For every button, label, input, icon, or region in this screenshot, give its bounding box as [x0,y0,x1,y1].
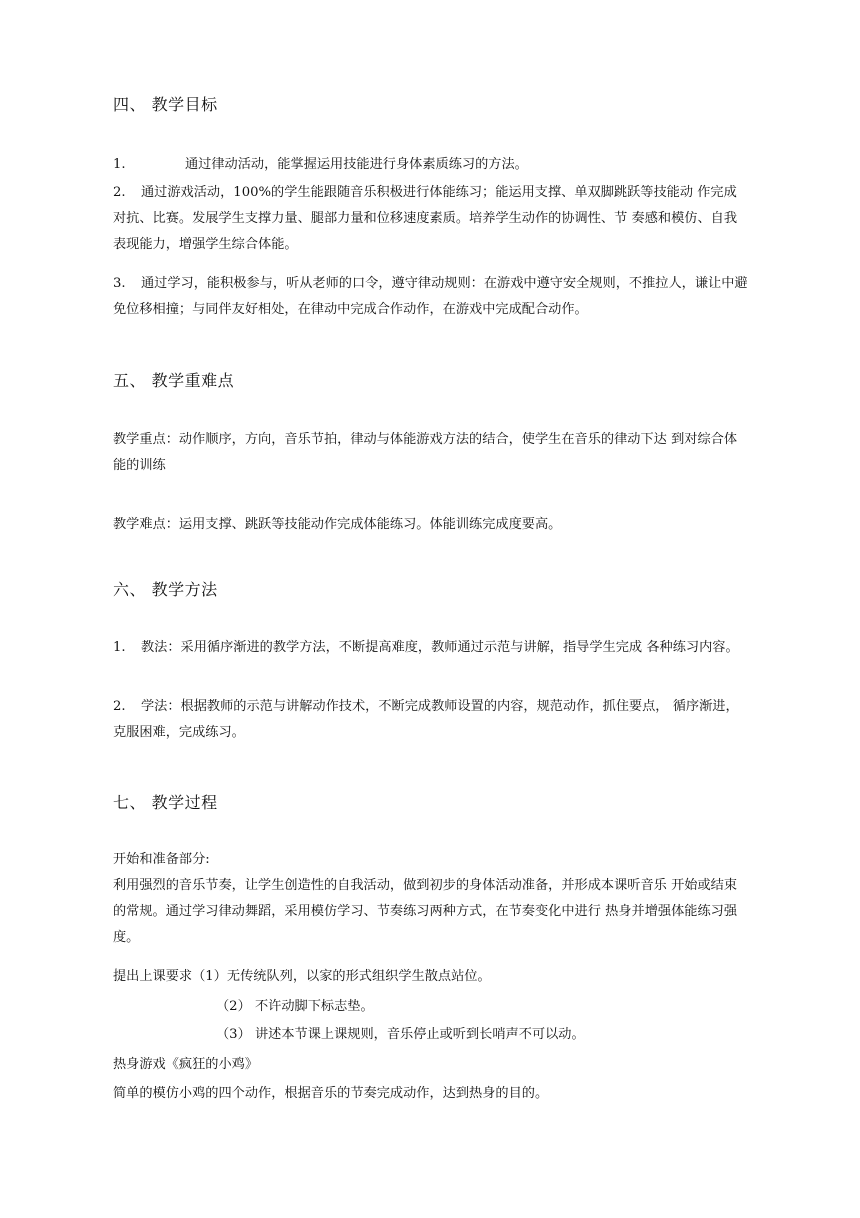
warmup-title: 热身游戏《疯狂的小鸡》 [113,1057,259,1072]
difficulty-text: 教学难点：运用支撑、跳跃等技能动作完成体能练习。体能训练完成度要高。 [113,517,562,532]
item-number: 2. [113,699,126,714]
key-point-text: 教学重点：动作顺序，方向，音乐节拍，律动与体能游戏方法的结合，使学生在音乐的律动下达 到对综合体能的训练 [113,432,738,473]
prep-title: 开始和准备部分: [113,852,210,867]
item-number: 1. [113,157,126,172]
section-heading-process: 七、 教学过程 [113,793,218,812]
item-number: 3. [113,276,126,291]
item-text: 通过游戏活动，100%的学生能跟随音乐积极进行体能练习；能运用支撑、单双脚跳跃等技能动 作完成对抗、比赛。发展学生支撑力量、腿部力量和位移速度素质。培养学生动作的协调性、节 奏感和模仿、自我表现能力，增强学生综合体能。 [113,185,738,252]
item-number: 2. [113,185,126,200]
item-text: 教法：采用循序渐进的教学方法，不断提高难度，教师通过示范与讲解，指导学生完成 各种练习内容。 [141,640,739,655]
item-text: 通过律动活动，能掌握运用技能进行身体素质练习的方法。 [185,157,528,172]
class-requirement-3: （3） 讲述本节课上课规则，音乐停止或听到长哨声不可以动。 [216,1027,585,1042]
objective-item-1 [113,152,749,178]
method-item-2 [113,694,749,746]
objective-item-2 [113,180,749,258]
prep-text: 利用强烈的音乐节奏，让学生创造性的自我活动，做到初步的身体活动准备，并形成本课听音乐 开始或结束的常规。通过学习律动舞蹈，采用模仿学习、节奏练习两种方式，在节奏变化中进行 热身并增强体能练习强度。 [113,878,738,945]
section-heading-key-points: 五、 教学重难点 [113,371,235,390]
warmup-text: 简单的模仿小鸡的四个动作，根据音乐的节奏完成动作，达到热身的目的。 [113,1086,549,1101]
item-number: 1. [113,640,126,655]
section-heading-objectives: 四、 教学目标 [113,95,218,114]
section-heading-methods: 六、 教学方法 [113,580,218,599]
item-text: 通过学习，能积极参与，听从老师的口令，遵守律动规则：在游戏中遵守安全规则，不推拉人，谦让中避免位移相撞；与同伴友好相处，在律动中完成合作动作，在游戏中完成配合动作。 [113,276,748,317]
item-text: 学法：根据教师的示范与讲解动作技术，不断完成教师设置的内容，规范动作，抓住要点， 循序渐进，克服困难，完成练习。 [113,699,739,740]
class-requirement-2: （2） 不许动脚下标志垫。 [216,999,374,1014]
method-item-1 [113,635,749,661]
objective-item-3 [113,271,749,323]
class-requirement-1: 提出上课要求（1）无传统队列，以家的形式组织学生散点站位。 [113,969,491,984]
